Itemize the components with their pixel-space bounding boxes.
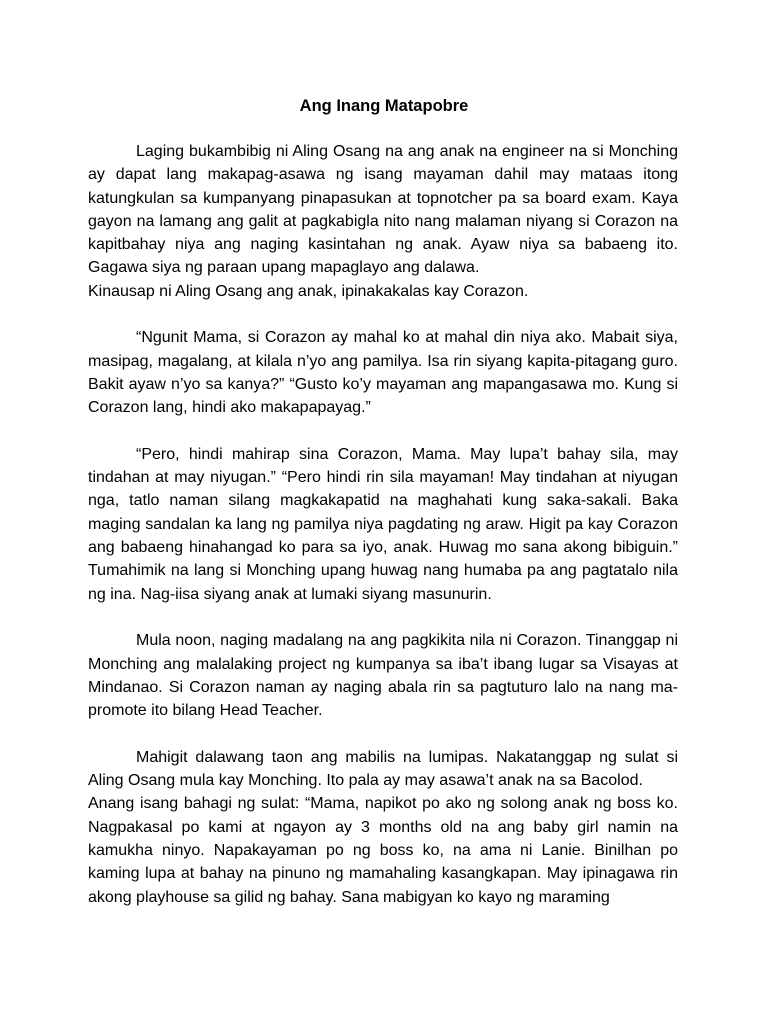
paragraph: Mahigit dalawang taon ang mabilis na lumipas. Nakatanggap ng sulat si Aling Osang mula kay Monching. Ito pala ay may asawa’t anak na sa Bacolod. — [88, 748, 678, 790]
document-body — [88, 140, 678, 909]
page-title: Ang Inang Matapobre — [299, 97, 469, 115]
paragraph: Laging bukambibig ni Aling Osang na ang anak na engineer na si Monching ay dapat lang makapag-asawa ng isang mayaman dahil may mataas itong katungkulan sa kumpanyang pinapasukan at topnotcher pa sa board exam. Kaya gayon na lamang ang galit at pagkabigla nito nang malaman niyang si Corazon na kapitbahay niya ang naging kasintahan ng anak. Ayaw niya sa babaeng ito. Gagawa siya ng paraan upang mapaglayo ang dalawa. — [88, 143, 678, 277]
paragraph: Kinausap ni Aling Osang ang anak, ipinakakalas kay Corazon. — [88, 282, 529, 300]
paragraph: Anang isang bahagi ng sulat: “Mama, napikot po ako ng solong anak ng boss ko. Nagpakasal po kami at ngayon ay 3 months old na ang baby girl namin na kamukha ninyo. Napakayaman po ng boss ko, na ama ni Lanie. Binilhan po kaming lupa at bahay na pinuno ng mamahaling kasangkapan. May ipinagawa rin akong playhouse sa gilid ng bahay. Sana mabigyan ko kayo ng maraming — [88, 795, 678, 906]
paragraph: “Ngunit Mama, si Corazon ay mahal ko at mahal din niya ako. Mabait siya, masipag, magalang, at kilala n’yo ang pamilya. Isa rin siyang kapita-pitagang guro. Bakit ayaw n’yo sa kanya?” “Gusto ko’y mayaman ang mapangasawa mo. Kung si Corazon lang, hindi ako makapapayag.” — [88, 329, 678, 417]
paragraph: “Pero, hindi mahirap sina Corazon, Mama. May lupa’t bahay sila, may tindahan at may niyugan.” “Pero hindi rin sila mayaman! May tindahan at niyugan nga, tatlo naman silang magkakapatid na maghahati kung saka-sakali. Baka maging sandalan ka lang ng pamilya niya pagdating ng araw. Higit pa kay Corazon ang babaeng hinahangad ko para sa iyo, anak. Huwag mo sana akong bibiguin.” Tumahimik na lang si Monching upang huwag nang humaba pa ang pagtatalo nila ng ina. Nag-iisa siyang anak at lumaki siyang masunurin. — [88, 445, 678, 603]
paragraph: Mula noon, naging madalang na ang pagkikita nila ni Corazon. Tinanggap ni Monching ang malalaking project ng kumpanya sa iba’t ibang lugar sa Visayas at Mindanao. Si Corazon naman ay naging abala rin sa pagtuturo lalo na nang ma-promote ito bilang Head Teacher. — [88, 632, 678, 720]
